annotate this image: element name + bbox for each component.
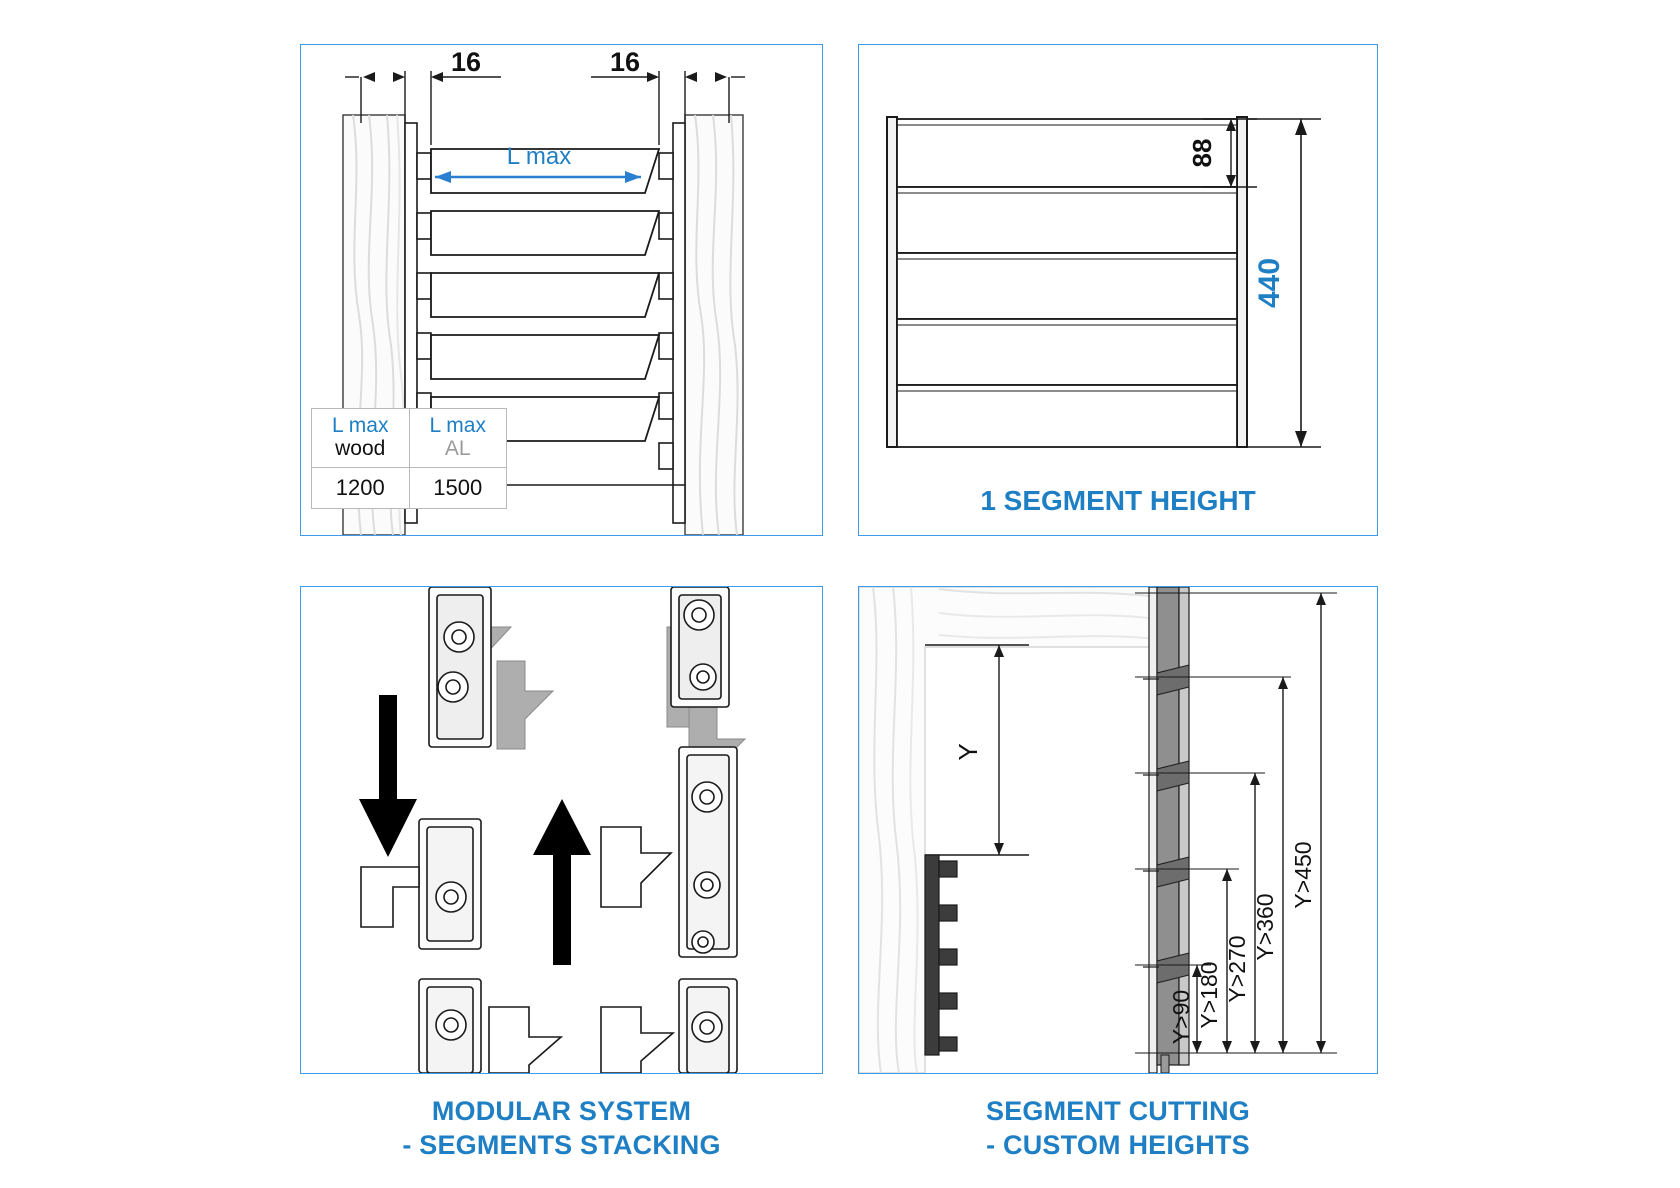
arrow-down: [359, 695, 417, 857]
panel-segment-cutting: [858, 586, 1378, 1074]
lmax-label: L max: [506, 143, 572, 170]
dimension-Y-label: Y: [953, 743, 983, 761]
rail-right: [671, 587, 737, 1073]
lmax-wood-title-1: L max: [332, 414, 389, 437]
dimension-16-left-label: 16: [450, 47, 482, 77]
modular-system-caption-line1: MODULAR SYSTEM: [431, 1096, 692, 1126]
lmax-al-title-1: L max: [429, 414, 486, 437]
partial-blade-stack: [925, 855, 957, 1055]
lmax-al-title-2: AL: [444, 437, 471, 460]
modular-system-drawing: [301, 587, 822, 1073]
cut-label-y180: Y>180: [1196, 961, 1222, 1029]
segment-cutting-drawing: [859, 587, 1377, 1073]
dimension-88-label: 88: [1187, 138, 1217, 168]
blade-set: [431, 149, 659, 441]
cut-label-y90: Y>90: [1168, 989, 1194, 1045]
segment-blades: [897, 119, 1237, 447]
modular-system-caption: [300, 1094, 823, 1162]
white-brackets: [361, 827, 673, 1073]
lmax-al-value: 1500: [433, 475, 483, 500]
lmax-wood-value: 1200: [312, 468, 410, 508]
segment-cutting-caption: [858, 1094, 1378, 1162]
cut-label-y360: Y>360: [1252, 893, 1278, 961]
segment-cutting-caption-line1: SEGMENT CUTTING: [986, 1096, 1250, 1126]
wood-frame: [859, 587, 1159, 1073]
lmax-wood-title-2: wood: [335, 437, 386, 460]
cut-label-y270: Y>270: [1224, 935, 1250, 1003]
lmax-wood-header: [312, 409, 410, 467]
rail-left-upper: [429, 587, 491, 747]
lmax-al-header: [410, 409, 507, 467]
wood-post-right: [685, 115, 743, 535]
panel-modular-system: [300, 586, 823, 1074]
arrow-up: [533, 799, 591, 965]
segment-cutting-caption-line2: - CUSTOM HEIGHTS: [986, 1130, 1250, 1160]
dimension-440-label: 440: [1253, 257, 1286, 309]
panel-louvre-plan: [300, 44, 823, 536]
cut-label-y450: Y>450: [1290, 841, 1316, 909]
mounting-rail-right: [659, 123, 685, 523]
dimension-16-right-label: 16: [609, 47, 641, 77]
modular-system-caption-line2: - SEGMENTS STACKING: [402, 1130, 721, 1160]
panel-segment-height: [858, 44, 1378, 536]
segment-height-drawing: [859, 45, 1377, 535]
segment-height-caption: 1 SEGMENT HEIGHT: [980, 485, 1256, 516]
lmax-table: [311, 408, 507, 509]
